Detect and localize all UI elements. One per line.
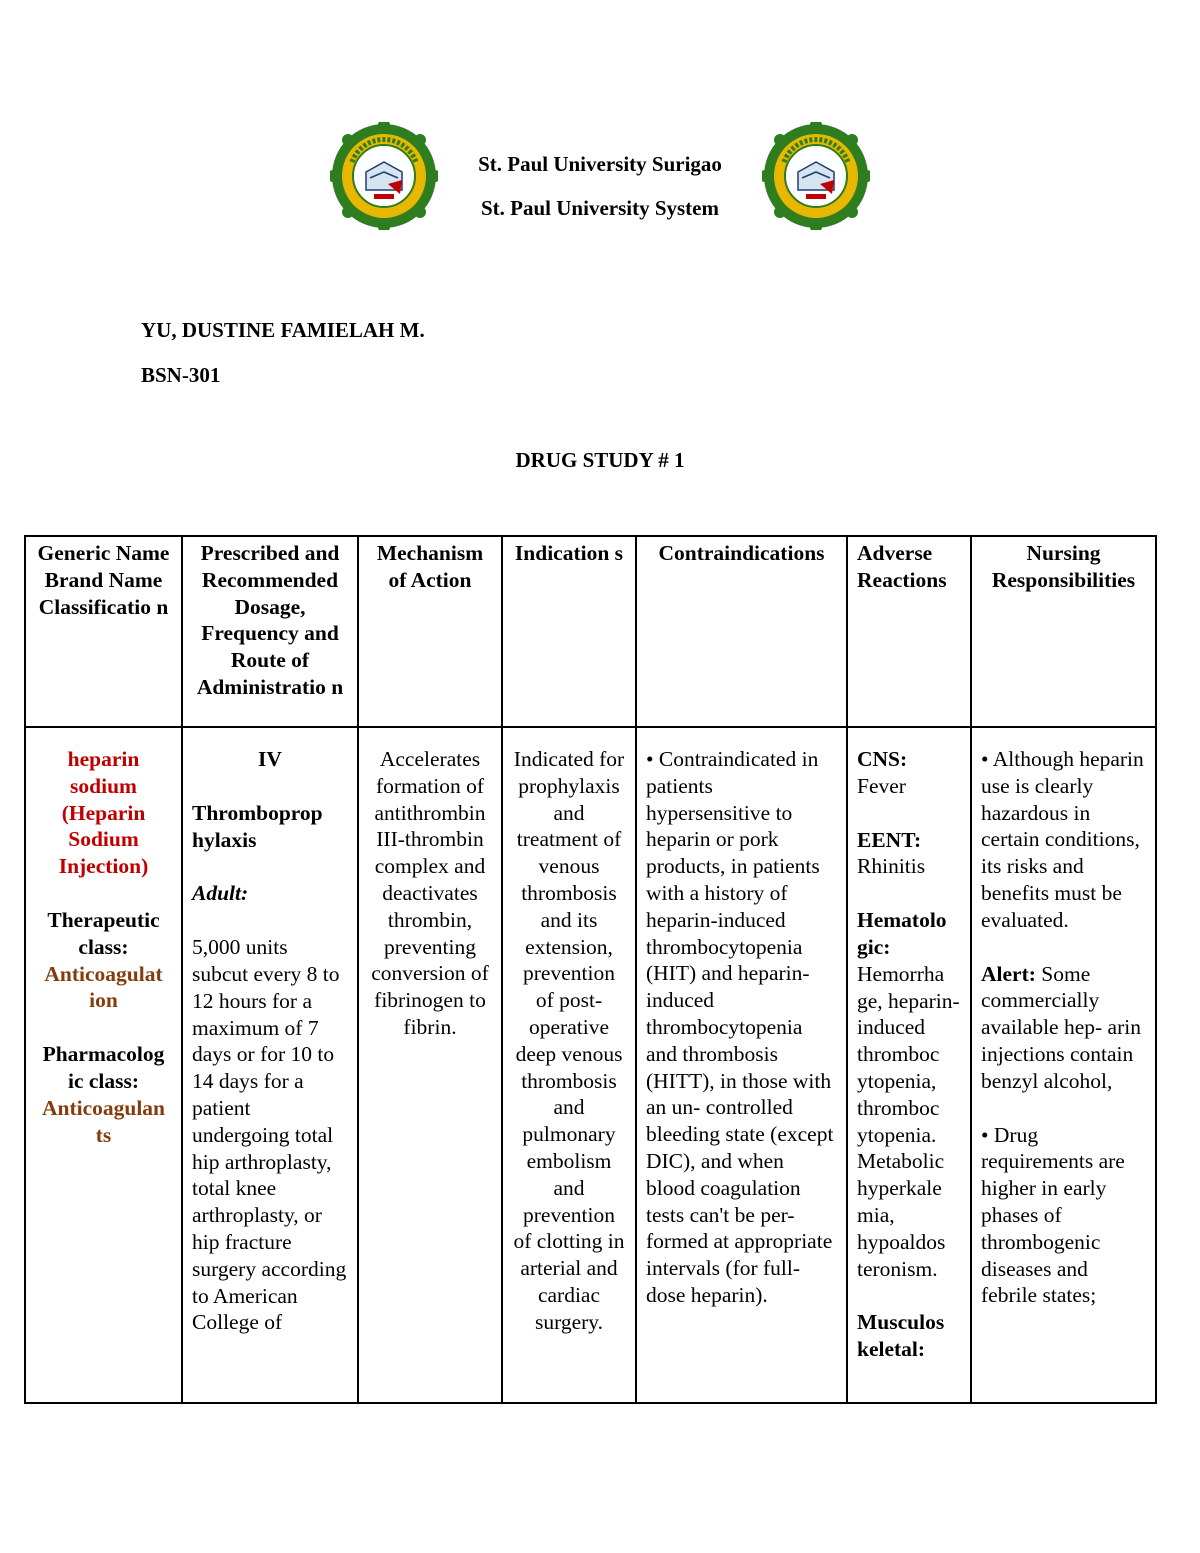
eent-label: EENT: (857, 827, 922, 852)
cns-value: Fever (857, 773, 906, 798)
school-name: St. Paul University Surigao (478, 152, 722, 176)
musculoskeletal-label: Musculos keletal: (857, 1310, 945, 1362)
cell-nursing-responsibilities (971, 727, 1156, 1403)
generic-name: heparin sodium (Heparin Sodium Injection) (58, 747, 149, 879)
header-adverse-reactions: Adverse Reactions (847, 536, 971, 727)
therapeutic-class-label: Therapeutic class: (47, 907, 160, 959)
adult-label: Adult: (192, 881, 249, 906)
cns-label: CNS: (857, 747, 908, 771)
school-heading (440, 142, 760, 230)
pharmacologic-class-value: Anticoagulan ts (41, 1095, 166, 1147)
cell-generic-name (25, 727, 182, 1403)
header-indications: Indication s (502, 536, 636, 727)
header-contraindications: Contraindications (636, 536, 847, 727)
cell-adverse-reactions (847, 727, 971, 1403)
indication-heading: Thromboprop hylaxis (192, 800, 323, 852)
cell-indications: Indicated for prophylaxis and treatment of venous thrombosis and its extension, prevention of post-operative deep venous thrombosis and pulmonary embolism and prevention of clotting in arterial and cardiac surgery. (502, 727, 636, 1403)
university-seal-left (330, 122, 438, 230)
alert-label: Alert: (981, 961, 1036, 986)
eent-value: Rhinitis (857, 854, 926, 879)
student-section: BSN-301 (141, 363, 221, 387)
hematologic-label: Hematolo gic: (857, 908, 947, 959)
nursing-item-3: • Drug requirements are higher in early phases of thrombogenic diseases and febrile states; (981, 1122, 1125, 1308)
student-name: YU, DUSTINE FAMIELAH M. (141, 318, 425, 342)
table-header-row (25, 536, 1156, 727)
therapeutic-class-value: Anticoagulat ion (44, 961, 163, 1013)
page-header (0, 120, 1200, 232)
hematologic-value: Hemorrha ge, heparin-induced thromboc ytopenia, thromboc ytopenia. Metabolic hyperkale mia, hypoaldos teronism. (857, 961, 960, 1281)
nursing-alert (981, 961, 1146, 1095)
document-title: DRUG STUDY # 1 (515, 448, 685, 472)
cell-mechanism: Accelerates formation of antithrombin III-thrombin complex and deactivates thrombin, preventing conversion of fibrinogen to fibrin. (358, 727, 502, 1403)
dosage-text: 5,000 units subcut every 8 to 12 hours for a maximum of 7 days or for 10 to 14 days for a patient undergoing total hip arthroplasty, total knee arthroplasty, or hip fracture surgery according to American College of (192, 935, 347, 1335)
cell-dosage (182, 727, 358, 1403)
cell-contraindications: • Contraindicated in patients hypersensitive to heparin or pork products, in patients with a history of heparin-induced thrombocytopenia (HIT) and heparin-induced thrombocytopenia and thrombosis (HITT), in those with an un- controlled bleeding state (except DIC), and when blood coagulation tests can't be per- formed at appropriate intervals (for full-dose heparin). (636, 727, 847, 1403)
route-of-administration: IV (258, 747, 282, 771)
alert-text: Some commercially available hep- arin injections contain benzyl alcohol, (981, 961, 1141, 1093)
university-system: St. Paul University System (481, 196, 719, 220)
header-generic-name: Generic Name Brand Name Classificatio n (25, 536, 182, 727)
header-nursing-responsibilities: Nursing Responsibilities (971, 536, 1156, 727)
header-mechanism: Mechanism of Action (358, 536, 502, 727)
header-dosage: Prescribed and Recommended Dosage, Frequency and Route of Administratio n (182, 536, 358, 727)
table-row (25, 727, 1156, 1403)
university-seal-right (762, 122, 870, 230)
pharmacologic-class-label: Pharmacolog ic class: (42, 1042, 165, 1093)
nursing-item-1: • Although heparin use is clearly hazardous in certain conditions, its risks and benefits must be evaluated. (981, 747, 1144, 932)
drug-study-table (24, 535, 1157, 1404)
